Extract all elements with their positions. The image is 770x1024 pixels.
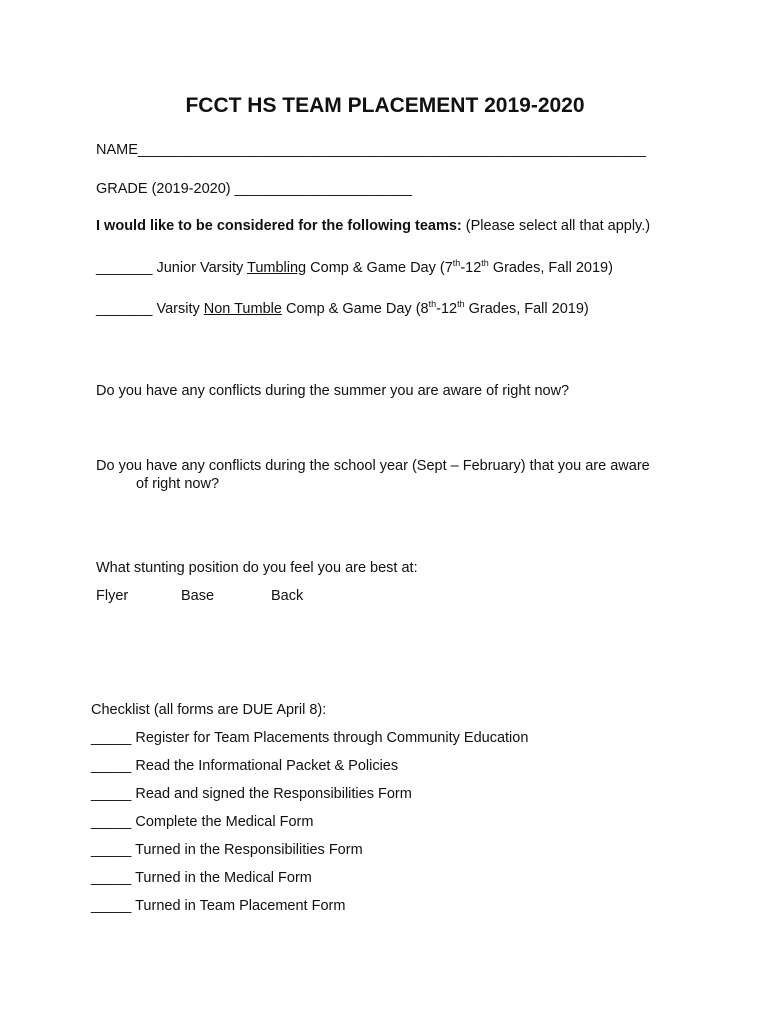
teams-prompt [96,217,650,235]
team-option-text: Grades, Fall 2019) [464,301,589,317]
team-option-text: Junior Varsity [152,260,248,276]
teams-prompt-bold: I would like to be considered for the following teams: [96,218,462,234]
stunting-option-back[interactable]: Back [271,588,304,604]
page-title: FCCT HS TEAM PLACEMENT 2019-2020 [185,94,585,117]
team-option-blank[interactable]: _______ [96,301,153,317]
question-stunting: What stunting position do you feel you are best at: [96,560,418,576]
question-school-conflicts-line1: Do you have any conflicts during the school year (Sept – February) that you are aware [96,458,650,474]
question-school-conflicts-line2: of right now? [136,476,220,492]
checklist-blank[interactable]: _____ [91,870,132,886]
checklist-item [91,729,528,747]
checklist-item-label: Complete the Medical Form [135,814,314,830]
checklist-item [91,757,398,775]
name-field-line[interactable]: NAME_______________________________________________________________ [96,142,646,158]
stunting-option-base[interactable]: Base [181,588,215,604]
checklist-item [91,869,312,887]
checklist-item-label: Turned in Team Placement Form [135,898,346,914]
team-option-junior-varsity [96,259,613,277]
team-option-blank[interactable]: _______ [96,260,153,276]
team-option-varsity [96,300,589,318]
checklist-item-label: Read and signed the Responsibilities Form [135,786,412,802]
checklist-item [91,813,313,831]
checklist-blank[interactable]: _____ [91,814,132,830]
superscript: th [481,258,489,269]
question-summer-conflicts: Do you have any conflicts during the summer you are aware of right now? [96,383,570,399]
stunting-option-flyer[interactable]: Flyer [96,588,129,604]
checklist-item [91,785,412,803]
checklist-blank[interactable]: _____ [91,898,132,914]
checklist-item-label: Turned in the Responsibilities Form [135,842,363,858]
grade-field-line[interactable]: GRADE (2019-2020) ______________________ [96,181,413,197]
superscript: th [452,258,461,269]
team-option-text: Comp & Game Day (8 [281,301,429,317]
checklist-item [91,897,345,915]
team-option-text: Grades, Fall 2019) [488,260,613,276]
checklist-item-label: Turned in the Medical Form [135,870,312,886]
team-option-text: -12 [460,260,482,276]
checklist-blank[interactable]: _____ [91,758,132,774]
checklist-heading: Checklist (all forms are DUE April 8): [91,702,327,718]
checklist-blank[interactable]: _____ [91,842,132,858]
team-option-text: Varsity [152,301,204,317]
checklist-blank[interactable]: _____ [91,786,132,802]
superscript: th [428,299,437,310]
teams-prompt-note: (Please select all that apply.) [461,218,651,234]
team-option-text: -12 [436,301,458,317]
checklist-blank[interactable]: _____ [91,730,132,746]
team-option-underlined: Non Tumble [203,301,282,317]
superscript: th [457,299,465,310]
team-option-text: Comp & Game Day (7 [306,260,453,276]
checklist-item-label: Register for Team Placements through Community Education [135,730,529,746]
team-option-underlined: Tumbling [247,260,307,276]
checklist-item-label: Read the Informational Packet & Policies [135,758,399,774]
checklist-item [91,841,363,859]
